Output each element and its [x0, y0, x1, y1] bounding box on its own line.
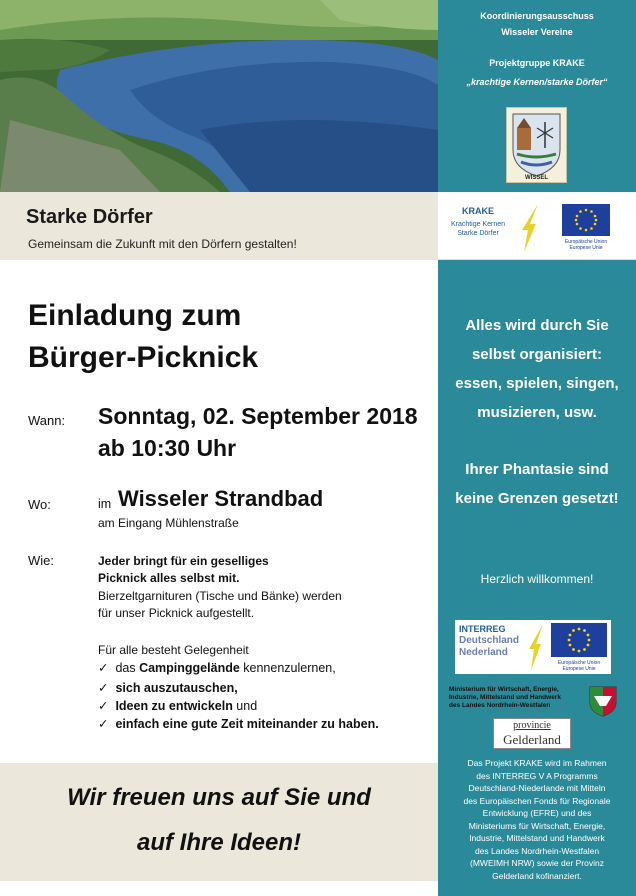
krake-swoosh-icon: [516, 202, 544, 254]
sidebar-logo-strip: [438, 192, 636, 260]
nrw-coat-of-arms-icon: [586, 684, 620, 718]
when-date: Sonntag, 02. September 2018: [98, 403, 418, 429]
provincie-gelderland-logo: provincie Gelderland: [493, 718, 571, 749]
eu-label-nl: Europese Unie: [569, 245, 603, 251]
funding-notice: Das Projekt KRAKE wird im Rahmen des INTERREG V A Programms Deutschland-Niederlande mit Mitteln des Europäischen Fonds für Regionale Entwicklung (EFRE) und des Ministeriums für Wirtschaft, Energie, Industrie, Mittelstand und Handwerk des Landes Nordrhein-Westfalen (MWEIMH NRW) sowie der Provinz Gelderland kofinanziert.: [463, 758, 611, 881]
crest-text: WISSEL: [524, 175, 549, 181]
eu-label-de: Europäische Union: [564, 239, 608, 245]
krake-logo: KRAKE Krachtige Kernen Starke Dörfer: [442, 198, 550, 256]
where-detail: am Eingang Mühlenstraße: [98, 516, 239, 530]
where-prefix: im: [98, 497, 112, 511]
interreg-swoosh-icon: [527, 622, 547, 672]
message-line: Ihrer Phantasie sind: [465, 461, 609, 478]
band-subtitle: Gemeinsam die Zukunft mit den Dörfern gestalten!: [28, 237, 297, 251]
checklist-item: ✓ Ideen zu entwickeln und: [98, 699, 258, 713]
checklist-item: ✓ sich auszutauschen,: [98, 681, 238, 695]
interreg-eu-flag-icon: [551, 623, 607, 657]
project-name: Projektgruppe KRAKE: [489, 58, 585, 68]
sidebar-message: [438, 311, 636, 427]
opportunity-text: Für alle besteht Gelegenheit: [98, 643, 249, 657]
interreg-logo: INTERREG Deutschland Nederland Europäische Union Europese Unie: [455, 620, 611, 674]
sidebar-header: [438, 0, 636, 192]
how-bold-line1: Jeder bringt für ein geselliges: [98, 554, 269, 568]
organizer-line1: Koordinierungsausschuss: [480, 11, 594, 21]
project-subtitle: „krachtige Kernen/starke Dörfer“: [466, 77, 608, 87]
header-aerial-photo: [0, 0, 438, 192]
where-place: Wisseler Strandbad: [118, 486, 324, 511]
wissel-crest-logo: [506, 107, 567, 183]
how-label: Wie:: [28, 553, 54, 568]
invitation-heading-line1: Einladung zum: [28, 299, 242, 332]
message-line: musizieren, usw.: [477, 404, 597, 421]
welcome-text: Herzlich willkommen!: [480, 572, 594, 586]
organizer-line2: Wisseler Vereine: [501, 27, 573, 37]
sidebar-message-2: [438, 455, 636, 513]
message-line: essen, spielen, singen,: [455, 375, 619, 392]
checkmark-icon: ✓: [98, 661, 109, 675]
how-line4: für unser Picknick aufgestellt.: [98, 606, 255, 620]
invitation-heading-line2: Bürger-Picknick: [28, 341, 259, 374]
how-bold-line2: Picknick alles selbst mit.: [98, 571, 240, 585]
message-line: keine Grenzen gesetzt!: [455, 490, 619, 507]
band-title: Starke Dörfer: [26, 206, 153, 228]
when-time: ab 10:30 Uhr: [98, 435, 237, 461]
how-line3: Bierzeltgarnituren (Tische und Bänke) werden: [98, 589, 342, 603]
checkmark-icon: ✓: [98, 699, 109, 713]
checkmark-icon: ✓: [98, 717, 109, 731]
where-label: Wo:: [28, 497, 51, 512]
checkmark-icon: ✓: [98, 681, 109, 695]
message-line: Alles wird durch Sie: [465, 317, 609, 334]
footer-line2: auf Ihre Ideen!: [136, 829, 302, 856]
footer-band: [0, 763, 438, 881]
footer-line1: Wir freuen uns auf Sie und: [67, 784, 371, 811]
message-line: selbst organisiert:: [471, 346, 603, 363]
when-label: Wann:: [28, 413, 66, 428]
eu-flag-icon: [562, 204, 610, 236]
checklist-item: ✓ einfach eine gute Zeit miteinander zu haben.: [98, 717, 379, 731]
checklist-item: ✓ das Campinggelände kennenzulernen,: [98, 661, 336, 675]
